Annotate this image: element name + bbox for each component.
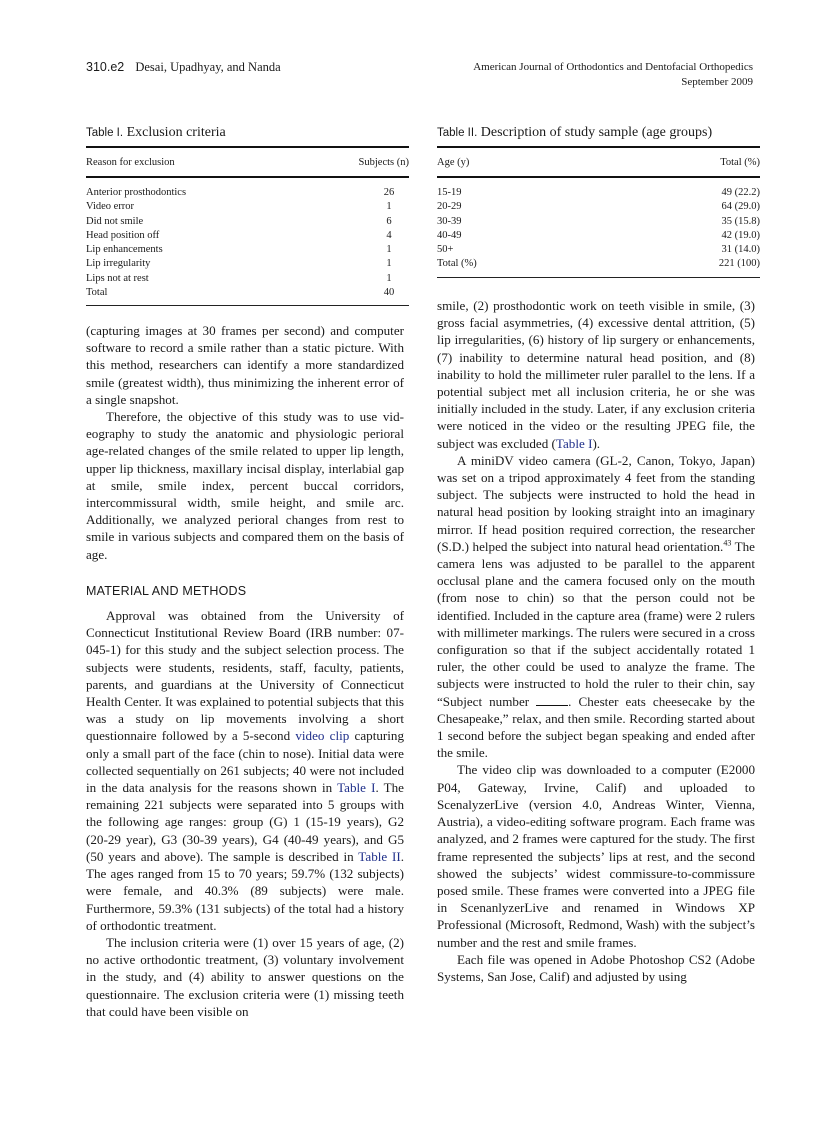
table-body xyxy=(437,178,760,277)
table-title: Description of study sample (age groups) xyxy=(480,125,713,140)
cell-age: 15-19 xyxy=(437,187,462,198)
cell-count: 26 xyxy=(383,187,395,198)
cell-count: 1 xyxy=(386,272,392,284)
cell-age: 20-29 xyxy=(437,201,462,213)
authors: Desai, Upadhyay, and Nanda xyxy=(135,60,281,74)
cell-reason: Lips not at rest xyxy=(86,272,149,284)
reference-superscript[interactable]: 43 xyxy=(723,538,732,548)
table-row xyxy=(86,229,409,243)
text-run: The camera lens was adjusted to be parallel to the apparent occlusal plane and the camera focused only on the mouth (from nose to chin) so that the person could not be identified. Included in the capture area (frame) were 2 rulers with millimeter markings. The rulers were secured in a cross configuration so that if the subject accidentally rotated 1 ruler, the other could be used to analyze the frame. The subjects were instructed to hold the ruler to their chin, say “Subject number xyxy=(437,538,755,709)
cell-total: 42 (19.0) xyxy=(721,229,760,241)
table-label: Table I. xyxy=(86,127,124,139)
video-clip-link[interactable]: video clip xyxy=(295,728,350,744)
cell-age: 50+ xyxy=(437,244,454,256)
table-row xyxy=(86,243,409,257)
journal-name: American Journal of Orthodontics and Dentofacial Orthopedics xyxy=(473,61,753,73)
column-header: Subjects (n) xyxy=(358,157,409,168)
table-row xyxy=(86,215,409,229)
table-row-total xyxy=(437,257,760,271)
text-run: ). xyxy=(592,435,601,451)
table-caption xyxy=(437,124,760,142)
text-run: A miniDV video camera (GL-2, Canon, Tokyo, Japan) was set on a tripod approximately 4 feet from the standing subject. The subjects were instructed to hold the head in natural head position by looking straight into an imaginary mirror. If head position required correction, the researcher (S.D.) helped the subject into natural head orientation. xyxy=(437,452,755,554)
cell-total: 221 (100) xyxy=(718,258,760,270)
paragraph: The inclusion criteria were (1) over 15 years of age, (2) no active orthodontic treatment, (3) voluntary involvement in the study, and (4) ability to answer questions on the questionnaire. The exclusion criteria were (1) missing teeth that could have been visible on xyxy=(86,934,404,1019)
table-row-total xyxy=(86,286,409,300)
running-header xyxy=(86,60,753,94)
cell-reason: Video error xyxy=(86,201,135,213)
paragraph: (capturing images at 30 frames per second) and computer software to record a smile rather than a static picture. With this method, researchers can identify a more standardized smile (greatest width), thus minimizing the inherent error of a single snapshot. xyxy=(86,323,404,407)
text-run: smile, (2) prosthodontic work on teeth visible in smile, (3) gross facial asymmetries, (4) excessive dental attrition, (5) lip irregularities, (6) history of lip surgery or enhancements, (7) inability to determine natural head position, and (8) inability to hold the millimeter ruler parallel to the lens. If a potential subject met all inclusion criteria, he or she was initially included in the study. Later, if any exclusion criteria were noticed in the video or the resulting JPEG file, the subject was excluded ( xyxy=(437,298,755,451)
table-row xyxy=(437,243,760,257)
table-2-link[interactable]: Table II xyxy=(358,848,401,864)
table-row xyxy=(437,229,760,243)
paragraph xyxy=(437,297,755,452)
cell-age: 30-39 xyxy=(437,215,462,227)
cell-age: 40-49 xyxy=(437,229,462,241)
table-row xyxy=(86,257,409,271)
table-bottom-rule xyxy=(86,305,409,306)
table-bottom-rule xyxy=(437,277,760,278)
table-header-row xyxy=(437,148,760,176)
cell-count: 1 xyxy=(386,244,392,256)
table-row xyxy=(86,200,409,214)
table-1-link[interactable]: Table I xyxy=(337,780,376,796)
cell-reason: Lip irregularity xyxy=(86,258,151,270)
column-header: Reason for exclusion xyxy=(86,157,175,168)
cell-count: 4 xyxy=(386,229,392,241)
paragraph xyxy=(437,452,755,762)
paragraph: The video clip was downloaded to a computer (E2000 P04, Gateway, Irvine, Calif) and uploaded to ScenalyzerLive (version 4.0, Andreas Winter, Vienna, Austria), a video-editing software program. Each frame was analyzed, and 2 frames were captured for the study. The first frame represented the subjects’ lips at rest, and the second showed the subjects’ widest commissure-to-commissure posed smile. These frames were converted into a JPEG file in ScenanlyzerLive and renamed in Windows XP Professional (Microsoft, Redmond, Wash) with the subject’s number and the rest and smile frames. xyxy=(437,762,755,950)
blank-line xyxy=(536,696,568,706)
cell-count: 1 xyxy=(386,201,392,213)
table-row xyxy=(86,186,409,200)
cell-total: 49 (22.2) xyxy=(721,187,760,198)
cell-total: 35 (15.8) xyxy=(721,215,760,227)
cell-count: 6 xyxy=(386,215,392,227)
text-run: capturing only a small part of the face (chin to nose). Initial data were collected sequentially on 261 subjects; 40 were not included in the data analysis for the reasons shown in xyxy=(86,728,404,796)
table-caption xyxy=(86,124,409,142)
table-header-row xyxy=(86,148,409,176)
table-row xyxy=(86,272,409,286)
header-right xyxy=(473,60,753,90)
cell-reason: Anterior prosthodontics xyxy=(86,187,187,198)
page-number: 310.e2 xyxy=(86,60,125,74)
section-heading: MATERIAL AND METHODS xyxy=(86,583,247,598)
table-row xyxy=(437,200,760,214)
text-run: . The remaining 221 subjects were separated into 5 groups with the following age ranges: group (G) 1 (15-19 years), G2 (20-29 year), G3 (30-39 years), G4 (40-49 years), and G5 (50 years and above). The sample is described in xyxy=(86,780,404,864)
column-header: Total (%) xyxy=(720,157,760,168)
cell-count: 40 xyxy=(383,287,395,299)
table-1-link[interactable]: Table I xyxy=(555,435,593,451)
table-row xyxy=(437,215,760,229)
cell-total: 31 (14.0) xyxy=(721,244,760,256)
paragraph: Each file was opened in Adobe Photoshop CS2 (Adobe Systems, San Jose, Calif) and adjusted by using xyxy=(437,951,755,984)
cell-reason: Head position off xyxy=(86,229,160,241)
table-title: Exclusion criteria xyxy=(126,125,226,140)
text-run: Approval was obtained from the University of Connecticut Institutional Review Board (IRB number: 07-045-1) for this study and the subject selection process. The subjects were students, residents, staff, faculty, patients, parents, and guardians at the University of Connecticut Health Center. It was explained to potential subjects that this was a study on lip movements involving a short questionnaire followed by a 5-second xyxy=(86,608,404,744)
column-header: Age (y) xyxy=(437,157,470,168)
left-column xyxy=(86,322,404,1020)
issue-date: September 2009 xyxy=(681,76,753,88)
cell-count: 1 xyxy=(386,258,392,270)
cell-reason: Total xyxy=(86,287,108,299)
right-column xyxy=(437,297,755,985)
table-body xyxy=(86,178,409,305)
text-run: . Chester eats cheesecake by the Chesapeake,” relax, and then smile. Recording started about 1 second before the subject began speaking and ended after the smile. xyxy=(437,693,755,761)
header-left xyxy=(86,60,281,75)
table-exclusion-criteria xyxy=(86,124,409,306)
cell-total: 64 (29.0) xyxy=(721,201,760,213)
text-run: . The ages ranged from 15 to 70 years; 59.7% (132 subjects) were female, and 40.3% (89 subjects) were male. Furthermore, 59.3% (131 subjects) of the total had a history of orthodontic treatment. xyxy=(86,848,405,933)
paragraph: Therefore, the objective of this study was to use videography to study the anatomic and physiologic perioral age-related changes of the smile related to upper lip length, upper lip thickness, maxillary incisal display, interlabial gap at smile, smile index, percent buccal corridors, intercommissural width, smile height, and smile arc. Additionally, we analyzed perioral changes from rest to smile in various subjects and compared them on the basis of age. xyxy=(86,409,404,562)
cell-reason: Did not smile xyxy=(86,215,144,227)
table-row xyxy=(437,186,760,200)
paragraph xyxy=(86,607,404,934)
cell-age: Total (%) xyxy=(437,258,477,270)
cell-reason: Lip enhancements xyxy=(86,244,163,256)
table-study-sample xyxy=(437,124,760,278)
table-label: Table II. xyxy=(437,127,478,139)
